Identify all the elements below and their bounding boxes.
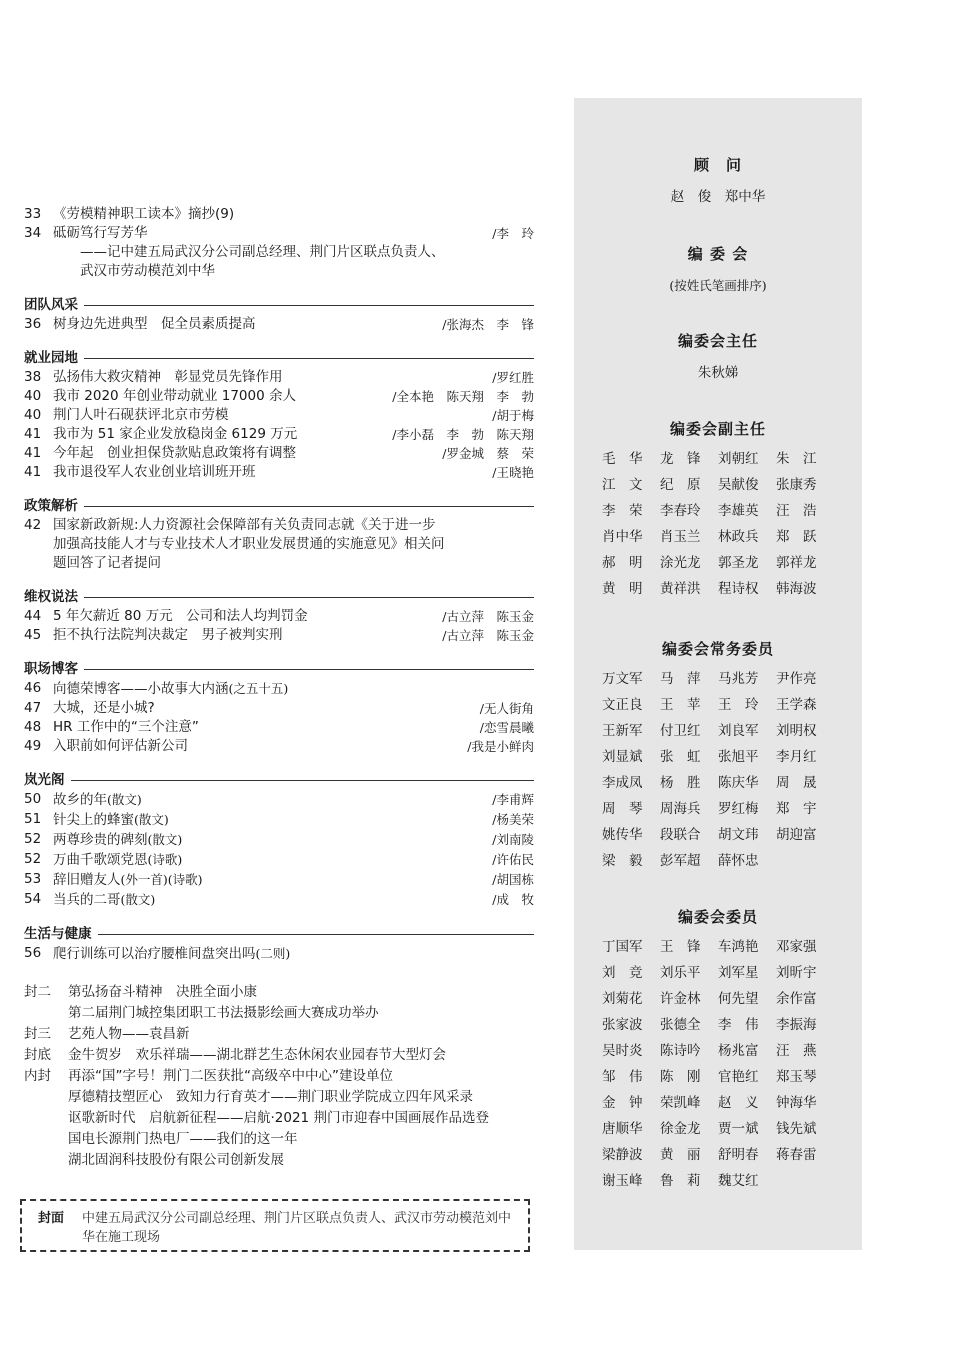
cover-page-text: 第弘扬奋斗精神 决胜全面小康 — [68, 984, 257, 1000]
article-author: /无人街角 — [479, 701, 534, 716]
section-rule — [98, 934, 535, 935]
cover-page-item[interactable] — [24, 1108, 534, 1129]
section-title: 岚光阁 — [24, 772, 65, 788]
board-member-name: 李 伟 — [718, 1017, 759, 1033]
board-member-name: 付卫红 — [660, 723, 701, 739]
section-title: 政策解析 — [24, 498, 78, 514]
board-member-name: 何先望 — [718, 991, 759, 1007]
board-member-name: 王学森 — [776, 697, 817, 713]
article-title — [53, 810, 492, 830]
vice-director-title: 编委会副主任 — [669, 420, 766, 438]
toc-entry[interactable] — [24, 607, 534, 626]
page-number: 40 — [24, 407, 42, 423]
board-member-name: 钟海华 — [776, 1095, 817, 1111]
cover-page-label: 封三 — [24, 1026, 51, 1042]
board-member-name: 林政兵 — [718, 529, 759, 545]
page-number: 48 — [24, 719, 42, 735]
board-member-name: 许金林 — [660, 991, 701, 1007]
board-member-name: 纪 原 — [660, 477, 701, 493]
board-member-name: 郭祥龙 — [776, 555, 817, 571]
article-author: /罗金城 蔡 荣 — [442, 446, 534, 461]
section-rule — [84, 358, 534, 359]
toc-entry[interactable] — [24, 425, 534, 444]
board-member-name: 梁 毅 — [602, 853, 643, 869]
article-title-text: 辞旧赠友人 — [53, 872, 121, 888]
cover-page-item[interactable] — [24, 1150, 534, 1171]
toc-entry[interactable] — [24, 205, 534, 224]
article-title-text: 爬行训练可以治疗腰椎间盘突出吗 — [53, 946, 256, 962]
advisor-group — [574, 154, 862, 207]
toc-entry[interactable] — [24, 444, 534, 463]
cover-page-text: 艺苑人物——袁昌新 — [68, 1026, 190, 1042]
section-header — [24, 295, 534, 315]
cover-page-label — [24, 1108, 68, 1129]
advisor-title: 顾 问 — [693, 156, 742, 174]
article-subtitle: 武汉市劳动模范刘中华 — [80, 263, 215, 279]
board-member-name: 鲁 莉 — [660, 1173, 701, 1189]
cover-caption-label: 封面 — [38, 1211, 65, 1226]
committee-title: 编 委 会 — [687, 245, 749, 263]
board-member-name: 李成凤 — [602, 775, 643, 791]
article-author: /全本艳 陈天翔 李 勃 — [392, 389, 534, 404]
board-member-name: 郝 明 — [602, 555, 643, 571]
article-title-text: 树身边先进典型 促全员素质提高 — [53, 316, 256, 332]
article-title — [53, 870, 492, 890]
article-author: /我是小鲜肉 — [467, 739, 534, 754]
board-member-name: 钱先斌 — [776, 1121, 817, 1137]
article-title-text: 5 年欠薪近 80 万元 公司和法人均判罚金 — [53, 608, 308, 624]
board-member-name: 刘明权 — [776, 723, 817, 739]
article-title — [53, 368, 492, 387]
article-title — [53, 463, 492, 482]
page-number: 56 — [24, 945, 42, 961]
director-name: 朱秋娣 — [697, 365, 739, 381]
article-title-text: 拒不执行法院判决裁定 男子被判实刑 — [53, 627, 283, 643]
section-title: 维权说法 — [24, 589, 78, 605]
page-number: 41 — [24, 464, 42, 480]
board-member-name: 姚传华 — [602, 827, 643, 843]
article-title-text: 今年起 创业担保贷款贴息政策将有调整 — [53, 445, 296, 461]
page-number: 40 — [24, 388, 42, 404]
cover-page-item[interactable] — [24, 1024, 534, 1045]
section-header — [24, 659, 534, 679]
board-member-name: 尹作亮 — [776, 671, 817, 687]
article-author: /胡国栋 — [492, 872, 534, 887]
section-header — [24, 770, 534, 790]
board-member-name: 吴献俊 — [718, 477, 759, 493]
committee-note: (按姓氏笔画排序) — [669, 278, 767, 293]
board-member-name: 张家波 — [602, 1017, 643, 1033]
section-title: 生活与健康 — [24, 926, 92, 942]
board-member-name: 邹 伟 — [602, 1069, 643, 1085]
article-author: /杨美荣 — [492, 812, 534, 827]
table-of-contents — [24, 205, 534, 1171]
cover-page-item[interactable] — [24, 982, 534, 1003]
toc-entry[interactable] — [24, 224, 534, 243]
board-member-name: 段联合 — [660, 827, 701, 843]
board-member-name: 刘朝红 — [718, 451, 759, 467]
board-member-name: 肖中华 — [602, 529, 643, 545]
board-member-name: 黄 丽 — [660, 1147, 701, 1163]
member-group — [574, 906, 862, 1191]
page-number: 34 — [24, 225, 42, 241]
board-member-name: 丁国军 — [602, 939, 643, 955]
article-title — [53, 850, 492, 870]
board-member-name: 彭军超 — [660, 853, 701, 869]
cover-page-label: 内封 — [24, 1068, 51, 1084]
cover-page-text: 讴歌新时代 启航新征程——启航·2021 荆门市迎春中国画展作品选登 — [68, 1110, 489, 1126]
toc-entry[interactable] — [24, 516, 534, 535]
section-rule — [84, 669, 534, 670]
article-title — [53, 406, 492, 425]
section-title: 团队风采 — [24, 297, 78, 313]
board-member-name: 周海兵 — [660, 801, 701, 817]
page-number: 46 — [24, 680, 42, 696]
article-author: /胡于梅 — [492, 408, 534, 423]
cover-page-label: 封底 — [24, 1047, 51, 1063]
article-title — [53, 626, 442, 645]
toc-entry[interactable] — [24, 718, 534, 737]
section-rule — [84, 506, 534, 507]
board-member-name: 韩海波 — [776, 581, 817, 597]
board-member-name: 官艳红 — [718, 1069, 759, 1085]
article-author: /刘南陵 — [492, 832, 534, 847]
article-title — [53, 679, 534, 699]
section-header — [24, 496, 534, 516]
toc-section — [24, 924, 534, 964]
member-names — [574, 937, 862, 1191]
section-rule — [71, 780, 535, 781]
toc-entry[interactable] — [24, 890, 534, 910]
board-member-name: 郑玉琴 — [776, 1069, 817, 1085]
page-number: 52 — [24, 851, 42, 867]
toc-entry[interactable] — [24, 387, 534, 406]
article-title-text: 故乡的年 — [53, 792, 107, 808]
board-member-name: 周 琴 — [602, 801, 643, 817]
toc-section — [24, 587, 534, 645]
page-number: 54 — [24, 891, 42, 907]
board-member-name: 蒋春雷 — [776, 1147, 817, 1163]
board-member-name: 刘 竞 — [602, 965, 643, 981]
article-title: 砥砺笃行写芳华 — [53, 225, 148, 241]
board-member-name: 邓家强 — [776, 939, 817, 955]
article-author: /李甫辉 — [492, 792, 534, 807]
cover-page-item[interactable] — [24, 1003, 534, 1024]
article-title-text: 向德荣博客——小故事大内涵 — [53, 681, 229, 697]
board-member-name: 李 荣 — [602, 503, 643, 519]
toc-entry[interactable] — [24, 790, 534, 810]
article-author: /王晓艳 — [492, 465, 534, 480]
article-title-text: 大城，还是小城? — [53, 700, 155, 716]
article-title — [53, 790, 492, 810]
board-member-name: 刘昕宇 — [776, 965, 817, 981]
board-member-name: 王 苹 — [660, 697, 701, 713]
board-member-name: 吴时炎 — [602, 1043, 643, 1059]
cover-page-text: 国电长源荆门热电厂——我们的这一年 — [68, 1131, 298, 1147]
article-title — [53, 944, 534, 964]
board-member-name: 张 虹 — [660, 749, 701, 765]
board-member-name: 王新军 — [602, 723, 643, 739]
board-member-name: 龙 锋 — [660, 451, 701, 467]
cover-page-label — [24, 1087, 68, 1108]
toc-entry[interactable] — [24, 850, 534, 870]
page-number: 41 — [24, 445, 42, 461]
page-number: 45 — [24, 627, 42, 643]
article-author: /古立萍 陈玉金 — [442, 609, 534, 624]
cover-page-label: 封二 — [24, 984, 51, 1000]
toc-section — [24, 295, 534, 334]
cover-page-label — [24, 1150, 68, 1171]
article-title — [53, 444, 442, 463]
committee-group — [574, 243, 862, 294]
page-number: 50 — [24, 791, 42, 807]
board-member-name: 陈庆华 — [718, 775, 759, 791]
article-author: /罗红胜 — [492, 370, 534, 385]
article-title-text: HR 工作中的“三个注意” — [53, 719, 199, 735]
article-title-text: 两尊珍贵的碑刻 — [53, 832, 148, 848]
page-number: 33 — [24, 206, 42, 222]
toc-entry[interactable] — [24, 315, 534, 334]
toc-entry[interactable] — [24, 810, 534, 830]
board-member-name: 郑 宇 — [776, 801, 817, 817]
board-member-name: 刘良军 — [718, 723, 759, 739]
article-title — [53, 516, 534, 535]
page-number: 38 — [24, 369, 42, 385]
board-member-name: 梁静波 — [602, 1147, 643, 1163]
board-member-name: 薛怀忠 — [718, 853, 759, 869]
article-author: /古立萍 陈玉金 — [442, 628, 534, 643]
cover-page-text: 金牛贺岁 欢乐祥瑞——湖北群艺生态休闲农业园春节大型灯会 — [68, 1047, 446, 1063]
board-member-name: 李振海 — [776, 1017, 817, 1033]
page-number: 51 — [24, 811, 42, 827]
toc-entry[interactable] — [24, 679, 534, 699]
board-member-name: 贾一斌 — [718, 1121, 759, 1137]
board-member-name: 文正良 — [602, 697, 643, 713]
article-title-text: 当兵的二哥 — [53, 892, 121, 908]
cover-page-text: 第二届荆门城控集团职工书法摄影绘画大赛成功举办 — [68, 1005, 379, 1021]
section-header — [24, 348, 534, 368]
page-number: 53 — [24, 871, 42, 887]
article-title-continued: 加强高技能人才与专业技术人才职业发展贯通的实施意见》相关问 — [53, 536, 445, 552]
board-member-name: 汪 燕 — [776, 1043, 817, 1059]
article-title-text: 我市为 51 家企业发放稳岗金 6129 万元 — [53, 426, 298, 442]
toc-section — [24, 348, 534, 482]
board-member-name: 杨 胜 — [660, 775, 701, 791]
board-member-name: 荣凯峰 — [660, 1095, 701, 1111]
article-title — [53, 737, 467, 756]
toc-entry[interactable] — [24, 368, 534, 387]
board-member-name: 唐顺华 — [602, 1121, 643, 1137]
toc-section — [24, 770, 534, 910]
cover-page-label — [24, 1003, 68, 1024]
article-title-text: 万曲千歌颂党恩 — [53, 852, 148, 868]
article-title-text: 我市 2020 年创业带动就业 17000 余人 — [53, 388, 296, 404]
cover-caption-box — [20, 1199, 530, 1252]
standing-member-names — [574, 669, 862, 871]
board-member-name: 张康秀 — [776, 477, 817, 493]
vice-director-group — [574, 418, 862, 599]
board-member-name: 朱 江 — [776, 451, 817, 467]
board-member-name: 江 文 — [602, 477, 643, 493]
board-member-name: 金 钟 — [602, 1095, 643, 1111]
article-genre: (二则) — [255, 946, 291, 961]
article-genre: (之五十五) — [228, 681, 289, 696]
board-member-name: 毛 华 — [602, 451, 643, 467]
article-author: /许佑民 — [492, 852, 534, 867]
page-number: 41 — [24, 426, 42, 442]
standing-member-group — [574, 638, 862, 871]
board-member-name: 徐金龙 — [660, 1121, 701, 1137]
article-title: 《劳模精神职工读本》摘抄(9) — [53, 206, 235, 222]
board-member-name: 汪 浩 — [776, 503, 817, 519]
director-title: 编委会主任 — [677, 332, 758, 350]
page-number: 42 — [24, 517, 42, 533]
article-title — [53, 718, 480, 737]
board-member-name: 刘军星 — [718, 965, 759, 981]
toc-entry[interactable] — [24, 830, 534, 850]
article-title — [53, 387, 392, 406]
toc-entry[interactable] — [24, 463, 534, 482]
cover-page-text: 再添“国”字号！荆门二医获批“高级卒中中心”建设单位 — [68, 1068, 393, 1084]
cover-page-text: 厚德精技塑匠心 致知力行育英才——荆门职业学院成立四年风采录 — [68, 1089, 473, 1105]
vice-director-names — [574, 449, 862, 599]
board-member-name: 魏艾红 — [718, 1173, 759, 1189]
board-member-name: 万文军 — [602, 671, 643, 687]
board-member-name: 杨兆富 — [718, 1043, 759, 1059]
section-title: 职场博客 — [24, 661, 78, 677]
article-genre: (散文) — [134, 812, 169, 827]
toc-section — [24, 659, 534, 756]
article-title-continued: 题回答了记者提问 — [53, 555, 161, 571]
board-member-name: 马兆芳 — [718, 671, 759, 687]
board-member-name: 李月红 — [776, 749, 817, 765]
board-member-name: 王 锋 — [660, 939, 701, 955]
article-title — [53, 607, 442, 626]
toc-entry[interactable] — [24, 870, 534, 890]
standing-member-title: 编委会常务委员 — [661, 640, 774, 658]
cover-pages-list — [24, 982, 534, 1171]
cover-page-item[interactable] — [24, 1129, 534, 1150]
article-title-text: 针尖上的蜂蜜 — [53, 812, 134, 828]
board-member-name: 谢玉峰 — [602, 1173, 643, 1189]
article-genre: (散文) — [120, 892, 156, 907]
board-member-name: 马 萍 — [660, 671, 701, 687]
board-member-name: 刘菊花 — [602, 991, 643, 1007]
toc-entry[interactable] — [24, 406, 534, 425]
cover-caption-text: 中建五局武汉分公司副总经理、荆门片区联点负责人、武汉市劳动模范刘中华在施工现场 — [82, 1211, 512, 1245]
board-member-name: 黄祥洪 — [660, 581, 701, 597]
board-member-name: 胡迎富 — [776, 827, 817, 843]
article-subtitle: ——记中建五局武汉分公司副总经理、荆门片区联点负责人、 — [80, 244, 445, 260]
board-member-name: 涂光龙 — [660, 555, 701, 571]
article-author: /李小磊 李 勃 陈天翔 — [392, 427, 534, 442]
board-member-name: 黄 明 — [602, 581, 643, 597]
board-member-name: 陈诗吟 — [660, 1043, 701, 1059]
board-member-name: 周 晟 — [776, 775, 817, 791]
board-member-name: 张旭平 — [718, 749, 759, 765]
article-author: /李 玲 — [492, 226, 534, 241]
cover-page-text: 湖北固润科技股份有限公司创新发展 — [68, 1152, 284, 1168]
article-title-text: 入职前如何评估新公司 — [53, 738, 188, 754]
board-member-name: 胡文玮 — [718, 827, 759, 843]
article-author: /成 牧 — [492, 892, 534, 907]
toc-entry[interactable] — [24, 626, 534, 645]
article-title — [53, 315, 442, 334]
article-genre: (诗歌) — [147, 852, 183, 867]
board-member-name: 舒明春 — [718, 1147, 759, 1163]
article-title — [53, 425, 392, 444]
board-member-name: 王 玲 — [718, 697, 759, 713]
section-rule — [84, 305, 534, 306]
board-member-name: 余作富 — [776, 991, 817, 1007]
toc-entry[interactable] — [24, 699, 534, 718]
page-number: 44 — [24, 608, 42, 624]
cover-page-item[interactable] — [24, 1045, 534, 1066]
article-title — [53, 830, 492, 850]
page-number: 49 — [24, 738, 42, 754]
article-genre: (外一首)(诗歌) — [120, 872, 203, 887]
board-member-name: 刘显斌 — [602, 749, 643, 765]
article-title-text: 我市退役军人农业创业培训班开班 — [53, 464, 256, 480]
cover-page-label — [24, 1129, 68, 1150]
editorial-board-panel — [574, 98, 862, 1250]
board-member-name: 张德全 — [660, 1017, 701, 1033]
toc-section — [24, 496, 534, 573]
board-member-name: 陈 刚 — [660, 1069, 701, 1085]
board-member-name: 车鸿艳 — [718, 939, 759, 955]
board-member-name: 李雄英 — [718, 503, 759, 519]
board-member-name: 肖玉兰 — [660, 529, 701, 545]
section-rule — [84, 597, 534, 598]
board-member-name: 赵 义 — [718, 1095, 759, 1111]
section-header — [24, 924, 534, 944]
article-title — [53, 890, 492, 910]
section-title: 就业园地 — [24, 350, 78, 366]
cover-page-item[interactable] — [24, 1066, 534, 1087]
cover-page-item[interactable] — [24, 1087, 534, 1108]
page-number: 52 — [24, 831, 42, 847]
article-author: /恋雪晨曦 — [479, 720, 534, 735]
article-title-text: 国家新政新规:人力资源社会保障部有关负责同志就《关于进一步 — [53, 517, 436, 533]
member-title: 编委会委员 — [677, 908, 758, 926]
toc-entry[interactable] — [24, 944, 534, 964]
advisor-names: 赵 俊 郑中华 — [670, 189, 766, 205]
section-header — [24, 587, 534, 607]
board-member-name: 郭圣龙 — [718, 555, 759, 571]
board-member-name: 程诗权 — [718, 581, 759, 597]
article-genre: (散文) — [107, 792, 142, 807]
board-member-name: 刘乐平 — [660, 965, 701, 981]
page-number: 36 — [24, 316, 42, 332]
article-title-text: 荆门人叶石砚获评北京市劳模 — [53, 407, 229, 423]
director-group — [574, 330, 862, 383]
article-genre: (散文) — [147, 832, 183, 847]
article-title-text: 弘扬伟大救灾精神 彰显党员先锋作用 — [53, 369, 283, 385]
toc-sections — [24, 295, 534, 964]
board-member-name: 罗红梅 — [718, 801, 759, 817]
article-author: /张海杰 李 锋 — [442, 317, 534, 332]
toc-entry[interactable] — [24, 737, 534, 756]
board-member-name: 郑 跃 — [776, 529, 817, 545]
board-member-name: 李春玲 — [660, 503, 701, 519]
article-title — [53, 699, 480, 718]
page-number: 47 — [24, 700, 42, 716]
toc-top-entries — [24, 205, 534, 281]
